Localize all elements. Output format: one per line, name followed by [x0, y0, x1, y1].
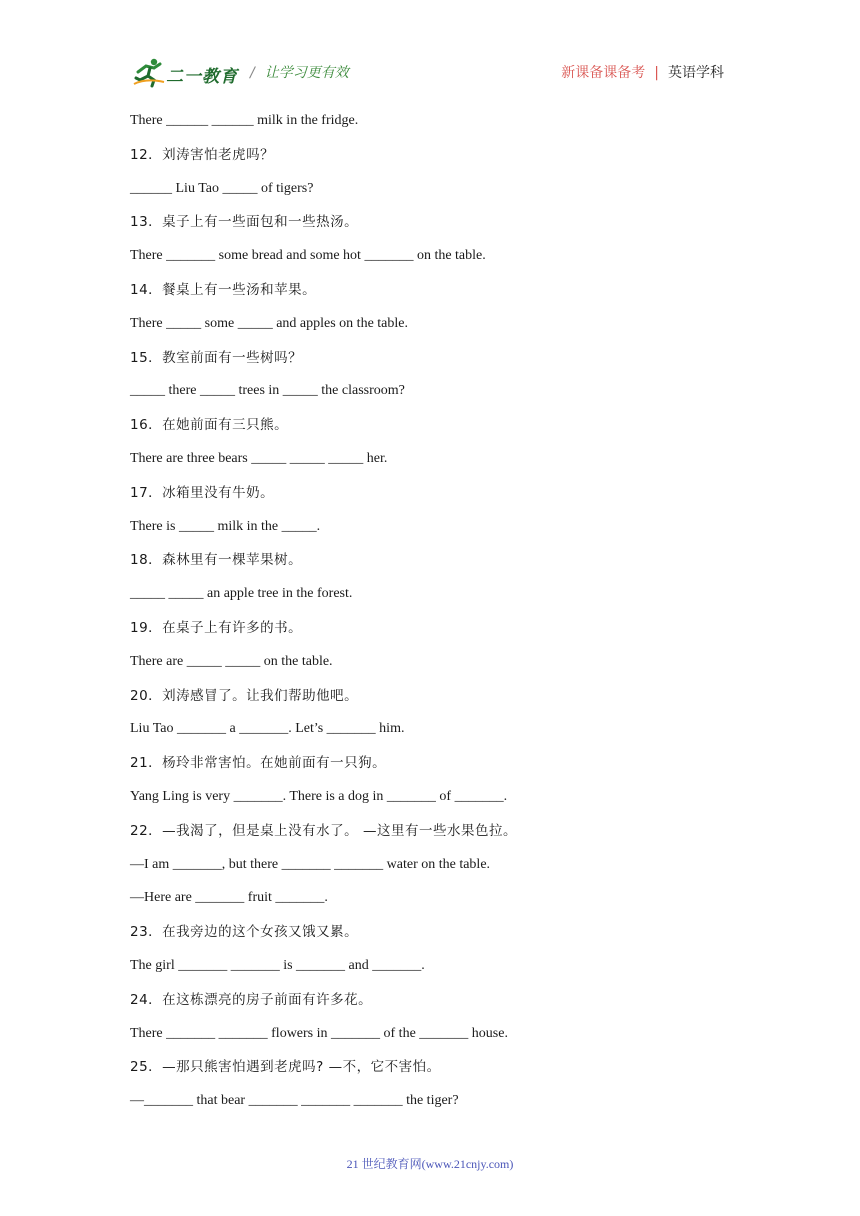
question-line: 20．刘涛感冒了。让我们帮助他吧。 — [130, 687, 359, 704]
answer-line: There _______ some bread and some hot _______ on the table. — [130, 248, 486, 264]
answer-line: The girl _______ _______ is _______ and _______. — [130, 957, 425, 973]
header-separator: | — [654, 65, 659, 81]
question-line: 16．在她前面有三只熊。 — [130, 417, 289, 434]
question-line: 23．在我旁边的这个女孩又饿又累。 — [130, 924, 359, 941]
answer-line: —_______ that bear _______ _______ _______ the tiger? — [130, 1093, 459, 1109]
answer-line: Liu Tao _______ a _______. Let’s _______ him. — [130, 721, 405, 737]
answer-line: There are _____ _____ on the table. — [130, 653, 333, 669]
logo — [132, 56, 242, 90]
runner-logo-icon — [132, 56, 166, 88]
question-line: 21．杨玲非常害怕。在她前面有一只狗。 — [130, 755, 387, 772]
question-line: 24．在这栋漂亮的房子前面有许多花。 — [130, 991, 373, 1008]
page-header — [0, 0, 860, 100]
question-line: 12．刘涛害怕老虎吗？ — [130, 146, 275, 163]
answer-line: —I am _______, but there _______ _______ water on the table. — [130, 856, 491, 872]
answer-line: _____ _____ an apple tree in the forest. — [130, 586, 353, 602]
slogan-separator: / — [250, 65, 255, 81]
brand-name: 二一教育 — [166, 67, 238, 87]
answer-line: There _____ some _____ and apples on the table. — [130, 315, 408, 331]
answer-line: There are three bears _____ _____ _____ her. — [130, 450, 388, 466]
answer-line: There ______ ______ milk in the fridge. — [130, 113, 359, 128]
question-line: 14．餐桌上有一些汤和苹果。 — [130, 281, 317, 298]
page-footer: 21 世纪教育网(www.21cnjy.com) — [346, 1157, 514, 1171]
answer-line: _____ there _____ trees in _____ the classroom? — [130, 383, 405, 399]
answer-line: ______ Liu Tao _____ of tigers? — [130, 180, 314, 196]
slogan — [250, 62, 349, 82]
slogan-text: 让学习更有效 — [264, 65, 349, 81]
question-line: 15．教室前面有一些树吗？ — [130, 349, 303, 366]
answer-line: —Here are _______ fruit _______. — [130, 890, 328, 906]
answer-line: There is _____ milk in the _____. — [130, 518, 321, 534]
subject-label: 英语学科 — [668, 65, 724, 81]
question-line: 17．冰箱里没有牛奶。 — [130, 484, 275, 501]
question-line: 13．桌子上有一些面包和一些热汤。 — [130, 214, 359, 231]
exercise-list — [130, 110, 730, 1124]
answer-line: There _______ _______ flowers in _______ of the _______ house. — [130, 1025, 508, 1041]
question-line: 25．—那只熊害怕遇到老虎吗? —不，它不害怕。 — [130, 1059, 441, 1076]
answer-line: Yang Ling is very _______. There is a dog in _______ of _______. — [130, 788, 508, 804]
header-right — [561, 62, 724, 82]
prep-label: 新课备课备考 — [561, 65, 646, 81]
question-line: 19．在桌子上有许多的书。 — [130, 619, 303, 636]
question-line: 22．—我渴了，但是桌上没有水了。 —这里有一些水果色拉。 — [130, 822, 517, 839]
question-line: 18．森林里有一棵苹果树。 — [130, 552, 303, 569]
